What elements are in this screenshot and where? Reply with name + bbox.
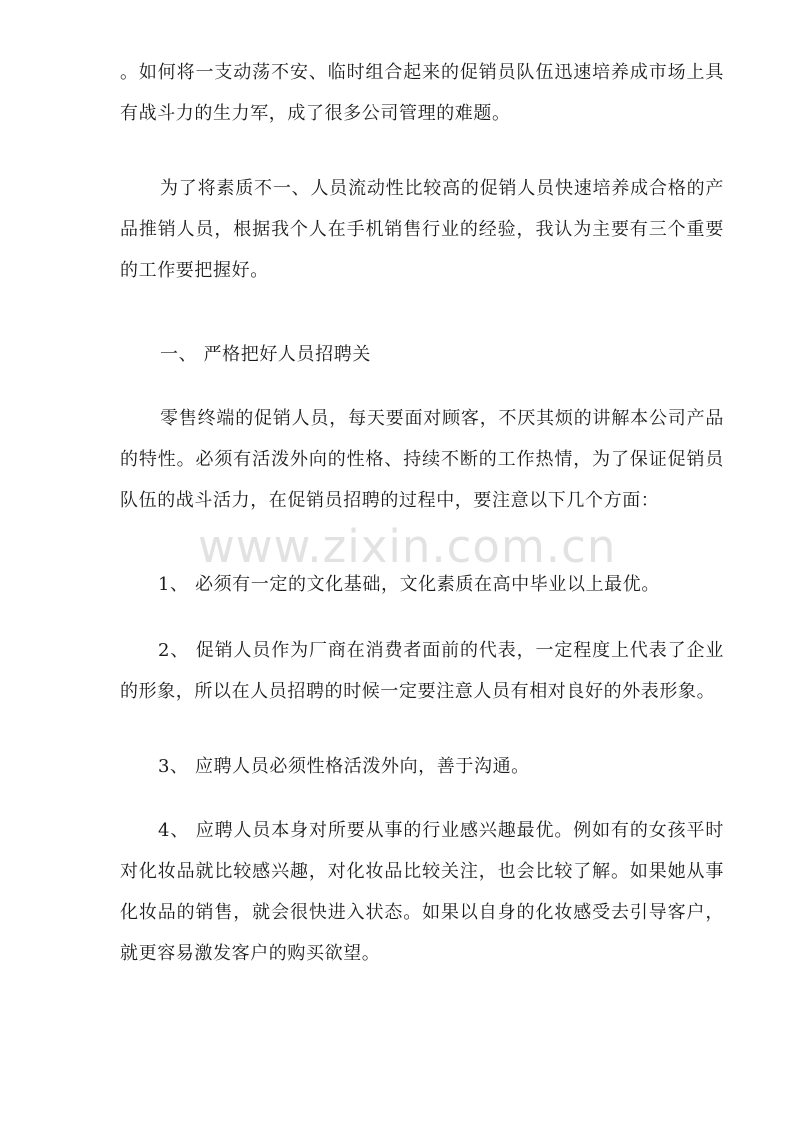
paragraph-2: 为了将素质不一、人员流动性比较高的促销人员快速培养成合格的产品推销人员，根据我个人在手机销售行业的经验，我认为主要有三个重要的工作要把握好。: [120, 178, 724, 281]
paragraph-3: 零售终端的促销人员，每天要面对顾客，不厌其烦的讲解本公司产品的特性。必须有活泼外向的性格、持续不断的工作热情，为了保证促销员队伍的战斗活力，在促销员招聘的过程中，要注意以下几个方面：: [120, 408, 724, 511]
section-heading-1: 一、 严格把好人员招聘关: [160, 344, 371, 365]
list-item-2: 2、 促销人员作为厂商在消费者面前的代表，一定程度上代表了企业的形象，所以在人员招聘的时候一定要注意人员有相对良好的外表形象。: [120, 640, 724, 702]
list-item-4: 4、 应聘人员本身对所要从事的行业感兴趣最优。例如有的女孩平时对化妆品就比较感兴趣，对化妆品比较关注，也会比较了解。如果她从事化妆品的销售，就会很快进入状态。如果以自身的化妆感受去引导客户，就更容易激发客户的购买欲望。: [120, 820, 724, 964]
paragraph-1: 。如何将一支动荡不安、临时组合起来的促销员队伍迅速培养成市场上具有战斗力的生力军，成了很多公司管理的难题。: [120, 62, 724, 124]
list-item-3: 3、 应聘人员必须性格活泼外向，善于沟通。: [158, 756, 530, 777]
list-item-1: 1、 必须有一定的文化基础，文化素质在高中毕业以上最优。: [158, 574, 660, 595]
watermark: www.zixin.com.cn: [198, 520, 617, 573]
